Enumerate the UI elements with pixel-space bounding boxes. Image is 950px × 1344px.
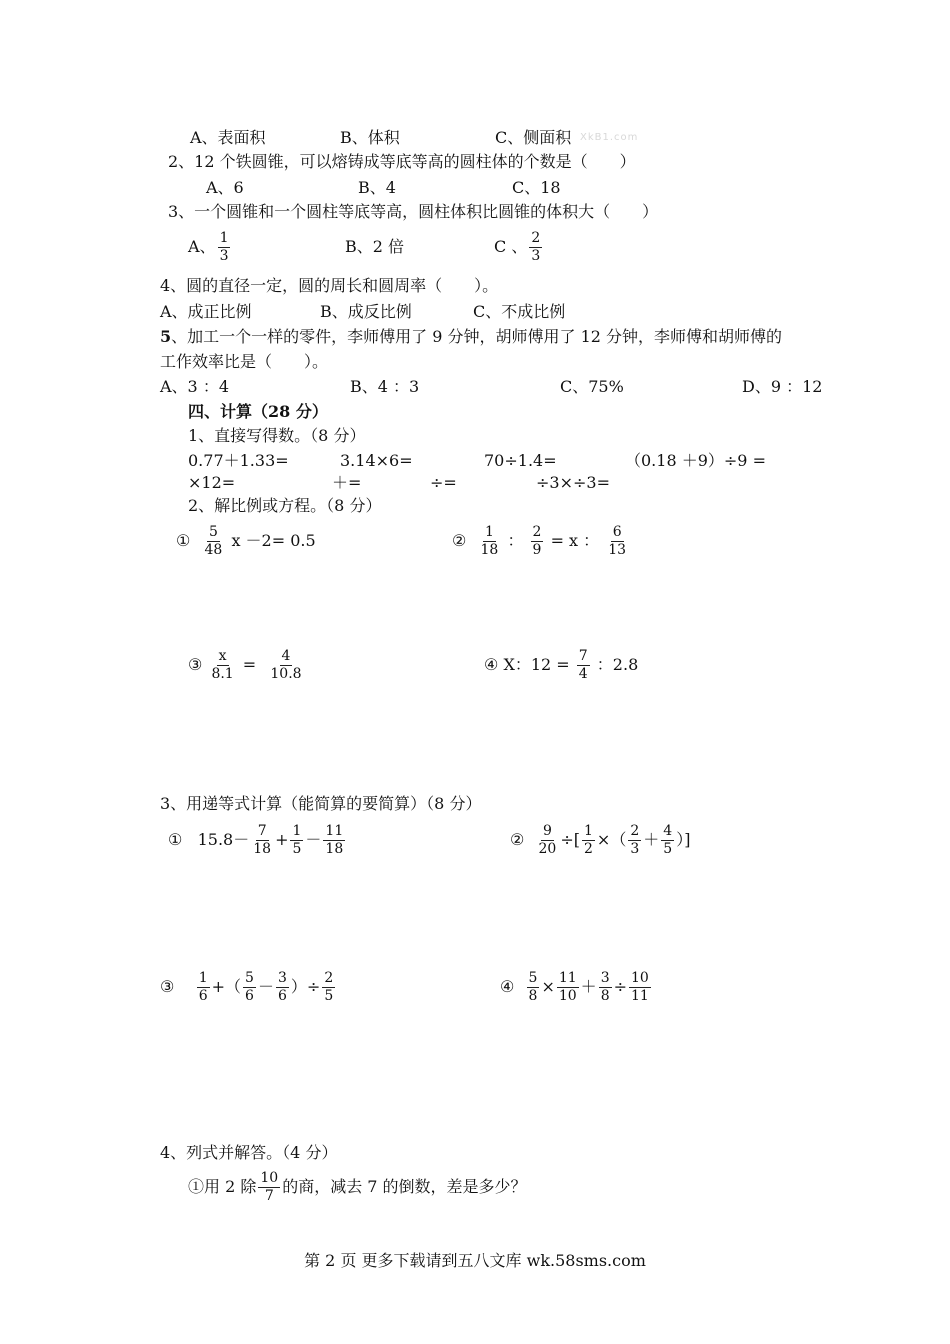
page-footer: 第 2 页 更多下载请到五八文库 wk.58sms.com: [304, 1251, 646, 1270]
calc2-problem-1: ① $\frac{5}{48}$ x －2= 0.5: [176, 524, 316, 558]
fraction: $\frac{4}{5}$: [663, 823, 673, 857]
fraction: $\frac{11}{10}$: [558, 970, 577, 1004]
fraction: $\frac{7}{4}$: [578, 648, 588, 682]
fraction: $\frac{6}{13}$: [608, 524, 627, 558]
fraction: $\frac{1}{5}$: [292, 823, 302, 857]
calc1-item: 3.14×6=: [340, 451, 413, 470]
calc2-problem-4: ④ X：12 = $\frac{7}{4}$ ：2.8: [484, 648, 639, 682]
calc1-item: ＋=: [332, 473, 362, 492]
fraction: $\frac{2}{3}$: [531, 230, 541, 264]
calc2-title: 2、解比例或方程。（8 分）: [188, 496, 382, 515]
fraction: $\frac{5}{48}$: [204, 524, 223, 558]
q1-option-b: B、体积: [340, 128, 400, 147]
calc2-problem-3: ③ $\frac{x}{8.1}$ = $\frac{4}{10.8}$: [188, 648, 302, 682]
q5-option-c: C、75%: [560, 377, 624, 396]
fraction: $\frac{11}{18}$: [325, 823, 344, 857]
calc1-item: 70÷1.4=: [484, 451, 557, 470]
q5-line1: 5、加工一个一样的零件，李师傅用了 9 分钟，胡师傅用了 12 分钟，李师傅和胡师傅的: [160, 327, 783, 346]
fraction: $\frac{4}{10.8}$: [270, 648, 302, 682]
calc1-item: 0.77＋1.33=: [188, 451, 289, 470]
fraction: $\frac{1}{18}$: [480, 524, 499, 558]
fraction: $\frac{5}{8}$: [528, 970, 538, 1004]
q2-text: 2、12 个铁圆锥，可以熔铸成等底等高的圆柱体的个数是（ ）: [168, 152, 636, 171]
q2-option-a: A、6: [206, 178, 244, 197]
q5-option-b: B、4 ：3: [350, 377, 420, 396]
fraction: $\frac{7}{18}$: [253, 823, 272, 857]
fraction: $\frac{3}{8}$: [600, 970, 610, 1004]
calc3-problem-2: ② $\frac{9}{20}$ ÷[ $\frac{1}{2}$ ×（ $\frac{2}{3}$ ＋ $\frac{4}{5}$ ）]: [510, 823, 691, 857]
fraction: $\frac{2}{9}$: [532, 524, 542, 558]
q3-option-b: B、2 倍: [345, 237, 405, 256]
calc3-problem-3: ③ $\frac{1}{6}$ +（ $\frac{5}{6}$ － $\frac{3}{6}$ ）÷ $\frac{2}{5}$: [160, 970, 334, 1004]
q4-option-a: A、成正比例: [160, 302, 252, 321]
fraction: $\frac{x}{8.1}$: [211, 648, 234, 682]
q4-option-c: C、不成比例: [473, 302, 566, 321]
fraction: $\frac{1}{3}$: [219, 230, 229, 264]
fraction: $\frac{1}{2}$: [584, 823, 593, 857]
fraction: $\frac{5}{6}$: [245, 970, 254, 1004]
q2-option-b: B、4: [358, 178, 396, 197]
q2-option-c: C、18: [512, 178, 561, 197]
calc1-item: （0.18 ＋9）÷9 =: [625, 451, 766, 470]
fraction: $\frac{2}{3}$: [630, 823, 640, 857]
fraction: $\frac{9}{20}$: [538, 823, 557, 857]
q1-option-c: C、侧面积: [495, 128, 572, 147]
fraction: $\frac{10}{7}$: [260, 1170, 279, 1204]
calc3-title: 3、用递等式计算（能简算的要简算）（8 分）: [160, 794, 482, 813]
fraction: $\frac{1}{6}$: [198, 970, 208, 1004]
calc2-problem-2: ② $\frac{1}{18}$ ： $\frac{2}{9}$ = x ： $\frac{6}{13}$: [452, 524, 627, 558]
calc3-problem-1: ① 15.8－ $\frac{7}{18}$ + $\frac{1}{5}$ － $\frac{11}{18}$: [168, 823, 344, 857]
watermark: XkB1.com: [580, 132, 639, 143]
calc4-title: 4、列式并解答。（4 分）: [160, 1143, 338, 1162]
calc1-item: ÷=: [430, 473, 457, 492]
section-title: 四、计算（28 分）: [188, 402, 328, 421]
fraction: $\frac{3}{6}$: [277, 970, 287, 1004]
q4-option-b: B、成反比例: [320, 302, 412, 321]
q4-text: 4、圆的直径一定，圆的周长和圆周率（ ）。: [160, 276, 499, 295]
q3-option-a: A、 $\frac{1}{3}$: [188, 230, 229, 264]
q5-line2: 工作效率比是（ ）。: [160, 352, 329, 371]
q1-option-a: A、表面积: [190, 128, 266, 147]
q3-option-c: C 、 $\frac{2}{3}$: [494, 230, 541, 264]
fraction: $\frac{10}{11}$: [631, 970, 649, 1004]
q5-option-d: D、9 ：12: [742, 377, 823, 396]
q5-option-a: A、3 ：4: [160, 377, 230, 396]
calc1-item: ×12=: [188, 473, 236, 492]
calc4-problem: ①用 2 除 $\frac{10}{7}$ 的商，减去 7 的倒数，差是多少？: [188, 1170, 527, 1204]
fraction: $\frac{2}{5}$: [324, 970, 334, 1004]
q3-text: 3、一个圆锥和一个圆柱等底等高，圆柱体积比圆锥的体积大（ ）: [168, 202, 659, 221]
calc1-item: ÷3×÷3=: [536, 473, 610, 492]
calc1-title: 1、直接写得数。（8 分）: [188, 426, 366, 445]
calc3-problem-4: ④ $\frac{5}{8}$ × $\frac{11}{10}$ ＋ $\frac{3}{8}$ ÷ $\frac{10}{11}$: [500, 970, 649, 1004]
